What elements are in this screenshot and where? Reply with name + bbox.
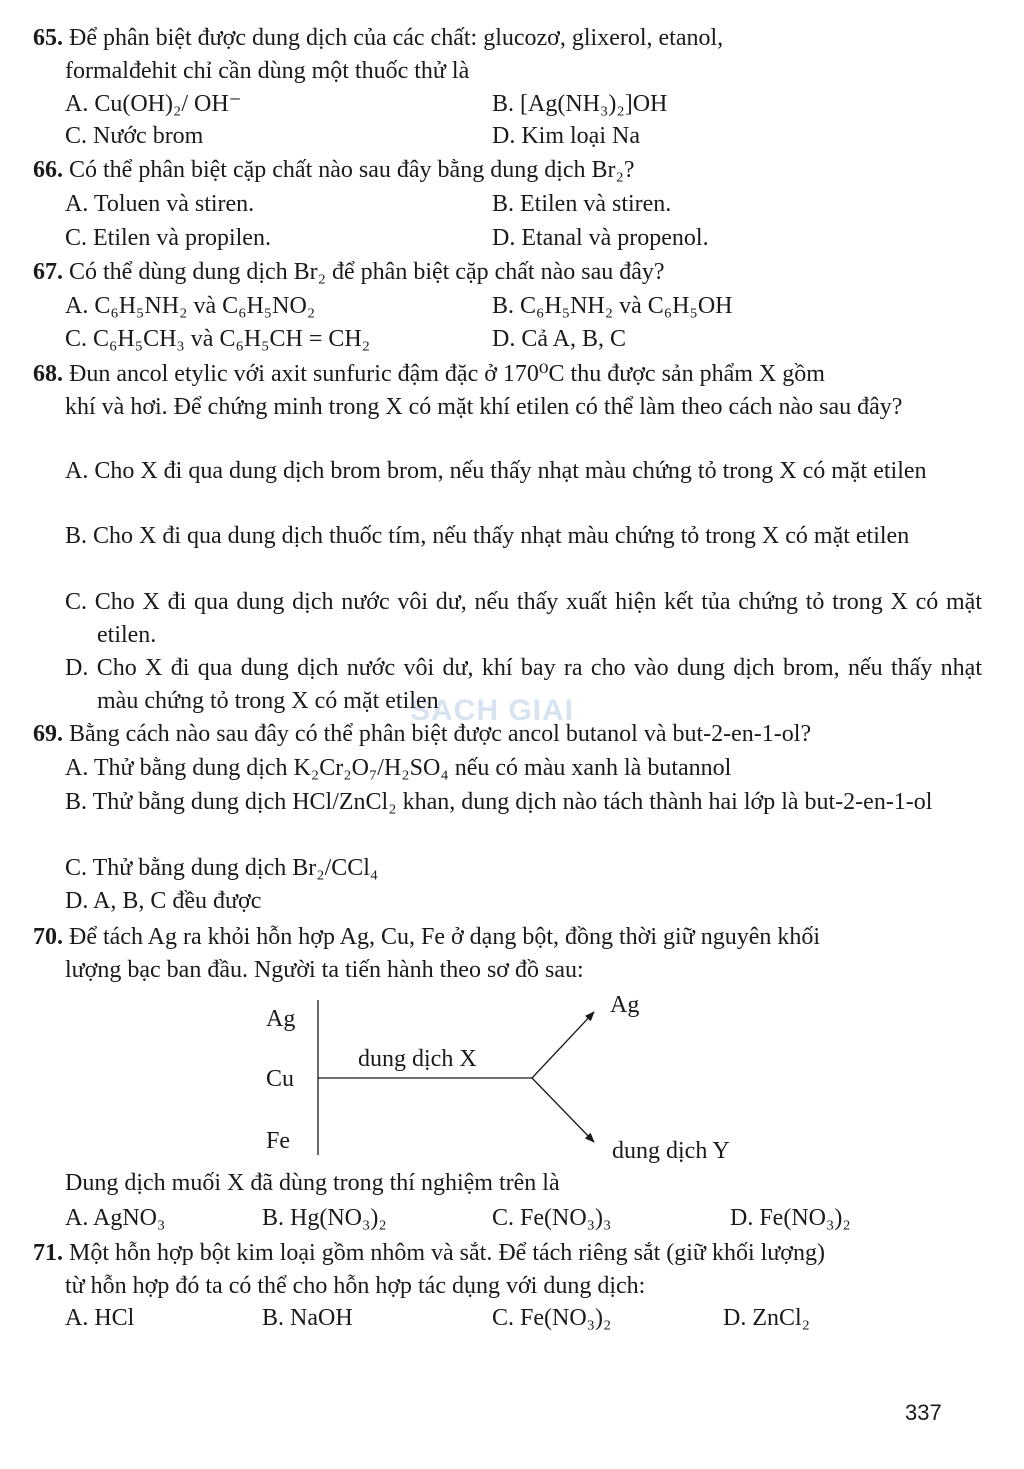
question-text: Để phân biệt được dung dịch của các chất: glucozơ, glixerol, etanol,: [69, 25, 724, 51]
option-b: B. Thử bằng dung dịch HCl/ZnCl₂ khan, dung dịch nào tách thành hai lớp là but-2-en-1-ol: [65, 789, 933, 815]
option-c: C. Thử bằng dung dịch Br₂/CCl₄: [65, 855, 379, 881]
option-a: A. HCl: [65, 1305, 135, 1331]
question-number: 70.: [33, 924, 63, 950]
option-d: D. Cho X đi qua dung dịch nước vôi dư, khí bay ra cho vào dung dịch brom, nếu thấy nhạt màu chứng tỏ trong X có mặt etilen: [65, 655, 982, 714]
arrow-down: [532, 1078, 594, 1142]
question-71: [33, 1237, 953, 1302]
question-text: Đun ancol etylic với axit sunfuric đậm đặc ở 170⁰C thu được sản phẩm X gồm: [69, 361, 825, 387]
option-b: B. Hg(NO₃)₂: [262, 1205, 387, 1231]
question-65: [33, 22, 953, 87]
option-a: A. Cu(OH)₂/ OH⁻: [65, 91, 242, 117]
question-number: 66.: [33, 157, 63, 183]
option-b: B. Etilen và stiren.: [492, 191, 672, 217]
question-text-cont: formalđehit chỉ cần dùng một thuốc thử là: [65, 57, 470, 84]
question-text: Một hỗn hợp bột kim loại gồm nhôm và sắt. Để tách riêng sắt (giữ khối lượng): [69, 1240, 825, 1266]
option-c: C. Nước brom: [65, 123, 204, 149]
option-c: C. Fe(NO₃)₂: [492, 1305, 612, 1331]
question-68: [33, 358, 953, 423]
page-number: 337: [905, 1400, 942, 1425]
option-d: D. ZnCl₂: [723, 1305, 811, 1331]
question-number: 69.: [33, 721, 63, 747]
question-number: 67.: [33, 259, 63, 285]
option-d: D. Cả A, B, C: [492, 326, 627, 352]
option-d: D. Kim loại Na: [492, 123, 640, 149]
question-text: Bằng cách nào sau đây có thể phân biệt được ancol butanol và but-2-en-1-ol?: [69, 721, 812, 747]
question-number: 65.: [33, 25, 63, 51]
option-c: C. C₆H₅CH₃ và C₆H₅CH = CH₂: [65, 326, 371, 352]
option-a: A. Toluen và stiren.: [65, 191, 255, 217]
option-c: C. Cho X đi qua dung dịch nước vôi dư, nếu thấy xuất hiện kết tủa chứng tỏ trong X có mặt etilen.: [65, 589, 982, 648]
option-a: A. Thử bằng dung dịch K₂Cr₂O₇/H₂SO₄ nếu có màu xanh là butannol: [65, 755, 732, 781]
option-b: B. NaOH: [262, 1305, 353, 1331]
product-top: Ag: [610, 992, 640, 1018]
question-text: Có thể dùng dung dịch Br₂ để phân biệt cặp chất nào sau đây?: [69, 259, 665, 285]
question-text: Để tách Ag ra khỏi hỗn hợp Ag, Cu, Fe ở dạng bột, đồng thời giữ nguyên khối: [69, 924, 821, 950]
question-text-cont: khí và hơi. Để chứng minh trong X có mặt khí etilen có thể làm theo cách nào sau đây?: [65, 393, 903, 420]
question-66: [33, 154, 953, 187]
question-70-stem: Dung dịch muối X đã dùng trong thí nghiệm trên là: [65, 1170, 560, 1196]
option-d: D. Etanal và propenol.: [492, 225, 709, 251]
question-70: [33, 921, 953, 986]
question-number: 68.: [33, 361, 63, 387]
option-d: D. A, B, C đều được: [65, 888, 262, 914]
reagent-label: dung dịch X: [358, 1046, 477, 1072]
mixture-item-fe: Fe: [266, 1128, 290, 1154]
option-c: C. Etilen và propilen.: [65, 225, 271, 251]
product-bottom: dung dịch Y: [612, 1138, 730, 1164]
question-text: Có thể phân biệt cặp chất nào sau đây bằng dung dịch Br₂?: [69, 157, 635, 183]
option-b: B. [Ag(NH₃)₂]OH: [492, 91, 668, 117]
watermark: SACH GIAI: [410, 694, 575, 727]
option-a: A. C₆H₅NH₂ và C₆H₅NO₂: [65, 293, 316, 319]
option-c: C. Fe(NO₃)₃: [492, 1205, 612, 1231]
option-a: A. Cho X đi qua dung dịch brom brom, nếu thấy nhạt màu chứng tỏ trong X có mặt etilen: [65, 458, 927, 484]
question-67: [33, 256, 953, 289]
arrow-up: [532, 1012, 594, 1078]
question-number: 71.: [33, 1240, 63, 1266]
option-b: B. C₆H₅NH₂ và C₆H₅OH: [492, 293, 733, 319]
option-b: B. Cho X đi qua dung dịch thuốc tím, nếu thấy nhạt màu chứng tỏ trong X có mặt etilen: [65, 523, 910, 549]
option-d: D. Fe(NO₃)₂: [730, 1205, 851, 1231]
mixture-item-cu: Cu: [266, 1066, 295, 1092]
option-a: A. AgNO₃: [65, 1205, 166, 1231]
question-text-cont: lượng bạc ban đầu. Người ta tiến hành theo sơ đồ sau:: [65, 956, 584, 983]
separation-diagram: [250, 990, 790, 1170]
question-text-cont: từ hỗn hợp đó ta có thể cho hỗn hợp tác dụng với dung dịch:: [65, 1272, 646, 1299]
mixture-item-ag: Ag: [266, 1006, 296, 1032]
question-69: [33, 718, 953, 751]
